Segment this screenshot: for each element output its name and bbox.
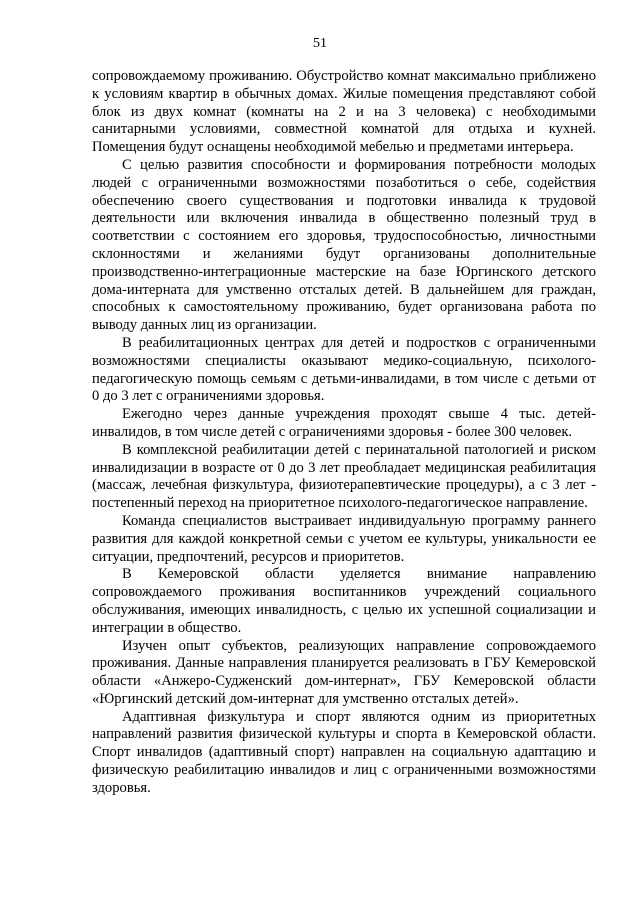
paragraph-5: В комплексной реабилитации детей с перинатальной патологией и риском инвалидизации в возрасте от 0 до 3 лет преобладает медицинская реабилитация (массаж, лечебная физкультура, физиотерапевтические процедуры), а с 3 лет - постепенный переход на приоритетное психолого-педагогическое направление. [92, 441, 596, 512]
document-body [92, 68, 596, 798]
paragraph-2: С целью развития способности и формирования потребности молодых людей с ограниченными возможностями позаботиться о себе, содействия обеспечению своего существования и подготовки инвалида к трудовой деятельности или включения инвалида в общественно полезный труд в соответствии с состоянием его здоровья, трудоспособностью, личностными склонностями и желаниями будут организованы дополнительные производственно-интеграционные мастерские на базе Юргинского детского дома-интерната для умственно отсталых детей. В дальнейшем для граждан, способных к самостоятельному проживанию, будет организована работа по выводу данных лиц из организации. [92, 156, 596, 334]
paragraph-9: Адаптивная физкультура и спорт являются одним из приоритетных направлений развития физической культуры и спорта в Кемеровской области. Спорт инвалидов (адаптивный спорт) направлен на социальную адаптацию и физическую реабилитацию инвалидов и лиц с ограниченными возможностями здоровья. [92, 708, 596, 796]
paragraph-1: сопровождаемому проживанию. Обустройство комнат максимально приближено к условиям квартир в обычных домах. Жилые помещения представляют собой блок из двух комнат (комнаты на 2 и на 3 человека) с необходимыми санитарными условиями, совместной комнатой для отдыха и кухней. Помещения будут оснащены необходимой мебелью и предметами интерьера. [92, 68, 596, 156]
paragraph-4: Ежегодно через данные учреждения проходят свыше 4 тыс. детей-инвалидов, в том числе детей с ограничениями здоровья - более 300 человек. [92, 406, 596, 440]
paragraph-7: В Кемеровской области уделяется внимание направлению сопровождаемого проживания воспитанников учреждений социального обслуживания, имеющих инвалидность, с целью их успешной социализации и интеграции в общество. [92, 566, 596, 636]
paragraph-8: Изучен опыт субъектов, реализующих направление сопровождаемого проживания. Данные направления планируется реализовать в ГБУ Кемеровской области «Анжеро-Судженский дом-интернат», ГБУ Кемеровской области «Юргинский детский дом-интернат для умственно отсталых детей». [92, 637, 596, 707]
paragraph-6: Команда специалистов выстраивает индивидуальную программу раннего развития для каждой конкретной семьи с учетом ее культуры, уникальности ее ситуации, предпочтений, ресурсов и приоритетов. [92, 512, 596, 565]
page-number: 51 [313, 36, 327, 51]
paragraph-3: В реабилитационных центрах для детей и подростков с ограниченными возможностями специалисты оказывают медико-социальную, психолого-педагогическую помощь семьям с детьми-инвалидами, в том числе с детьми от 0 до 3 лет с ограничениями здоровья. [92, 334, 596, 405]
